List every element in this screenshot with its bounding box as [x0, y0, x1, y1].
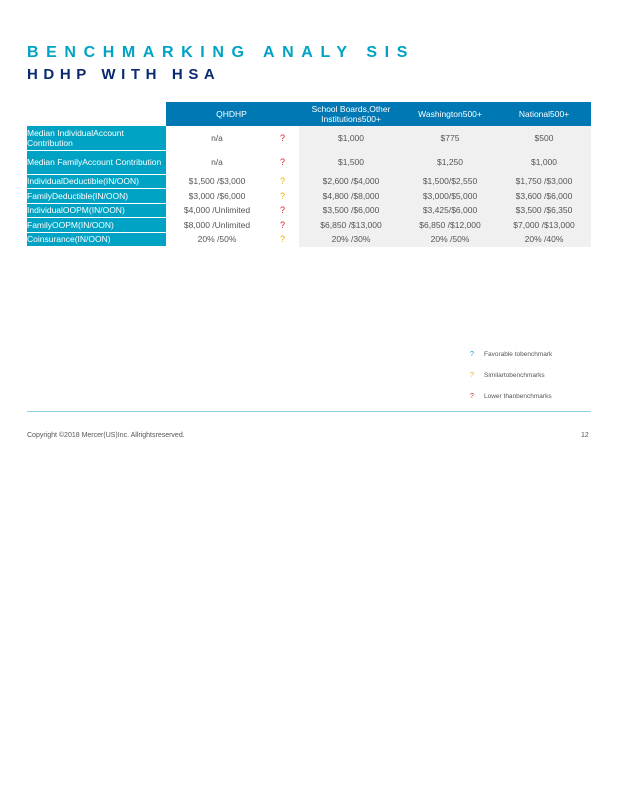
- washington-value: $775: [403, 126, 497, 150]
- school-boards-value: $6,850 /$13,000: [299, 218, 403, 233]
- table-row: [27, 150, 591, 174]
- school-boards-value: $1,000: [299, 126, 403, 150]
- washington-value: $3,425/$6,000: [403, 203, 497, 218]
- header-national: National500+: [497, 102, 591, 126]
- washington-value: $1,250: [403, 150, 497, 174]
- legend-label: Similartobenchmarks: [484, 372, 545, 379]
- school-boards-value: $3,500 /$6,000: [299, 203, 403, 218]
- title-line-1: BENCHMARKING ANALY SIS: [27, 44, 415, 61]
- indicator-similar-icon: ?: [280, 176, 286, 187]
- qhdhp-value: n/a: [211, 157, 223, 167]
- qhdhp-value: $8,000 /Unlimited: [183, 219, 251, 230]
- row-label: IndividualDeductible(IN/OON): [27, 174, 166, 189]
- benchmark-table: [27, 102, 591, 247]
- header-school-boards: School Boards,Other Institutions500+: [299, 102, 403, 126]
- table-header-row: [27, 102, 591, 126]
- legend-label: Lower thanbenchmarks: [484, 393, 552, 400]
- school-boards-value: $2,600 /$4,000: [299, 174, 403, 189]
- row-label: Median FamilyAccount Contribution: [27, 150, 166, 174]
- row-label: FamilyDeductible(IN/OON): [27, 189, 166, 204]
- row-label: Coinsurance(IN/OON): [27, 232, 166, 247]
- national-value: $7,000 /$13,000: [497, 218, 591, 233]
- table-row: [27, 203, 591, 218]
- row-label: Median IndividualAccount Contribution: [27, 126, 166, 150]
- header-washington: Washington500+: [403, 102, 497, 126]
- table-row: [27, 126, 591, 150]
- legend-label: Favorable tobenchmark: [484, 351, 553, 358]
- national-value: $3,600 /$6,000: [497, 189, 591, 204]
- row-label: FamilyOOPM(IN/OON): [27, 218, 166, 233]
- similar-marker-icon: ?: [470, 372, 474, 379]
- indicator-similar-icon: ?: [280, 190, 286, 201]
- qhdhp-value: $3,000 /$6,000: [188, 190, 246, 201]
- copyright-text: Copyright ©2018 Mercer(US)Inc. Allrightsreserved.: [27, 432, 185, 439]
- washington-value: 20% /50%: [403, 232, 497, 247]
- qhdhp-value: 20% /50%: [197, 234, 237, 245]
- school-boards-value: $1,500: [299, 150, 403, 174]
- washington-value: $1,500/$2,550: [403, 174, 497, 189]
- qhdhp-value: n/a: [211, 133, 223, 143]
- legend-item-favorable: [470, 351, 552, 358]
- table-row: [27, 174, 591, 189]
- national-value: $500: [497, 126, 591, 150]
- header-blank: [27, 102, 166, 126]
- indicator-similar-icon: ?: [280, 234, 286, 245]
- indicator-lower-icon: ?: [280, 157, 286, 167]
- qhdhp-value: $4,000 /Unlimited: [183, 205, 251, 216]
- washington-value: $6,850 /$12,000: [403, 218, 497, 233]
- lower-marker-icon: ?: [470, 393, 474, 400]
- national-value: 20% /40%: [497, 232, 591, 247]
- legend-item-lower: [470, 393, 552, 400]
- indicator-lower-icon: ?: [280, 219, 286, 230]
- school-boards-value: $4,800 /$8,000: [299, 189, 403, 204]
- indicator-lower-icon: ?: [280, 205, 286, 216]
- school-boards-value: 20% /30%: [299, 232, 403, 247]
- header-qhdhp: QHDHP: [166, 102, 297, 126]
- page-number: 12: [581, 432, 589, 439]
- table-row: [27, 189, 591, 204]
- washington-value: $3,000/$5,000: [403, 189, 497, 204]
- legend-item-similar: [470, 372, 545, 379]
- footer-divider: [27, 411, 591, 412]
- qhdhp-value: $1,500 /$3,000: [188, 176, 246, 187]
- favorable-marker-icon: ?: [470, 351, 474, 358]
- table-row: [27, 232, 591, 247]
- title-line-2: HDHP WITH HSA: [27, 66, 221, 83]
- row-label: IndividualOOPM(IN/OON): [27, 203, 166, 218]
- table-row: [27, 218, 591, 233]
- national-value: $3,500 /$6,350: [497, 203, 591, 218]
- national-value: $1,750 /$3,000: [497, 174, 591, 189]
- national-value: $1,000: [497, 150, 591, 174]
- indicator-lower-icon: ?: [280, 133, 286, 143]
